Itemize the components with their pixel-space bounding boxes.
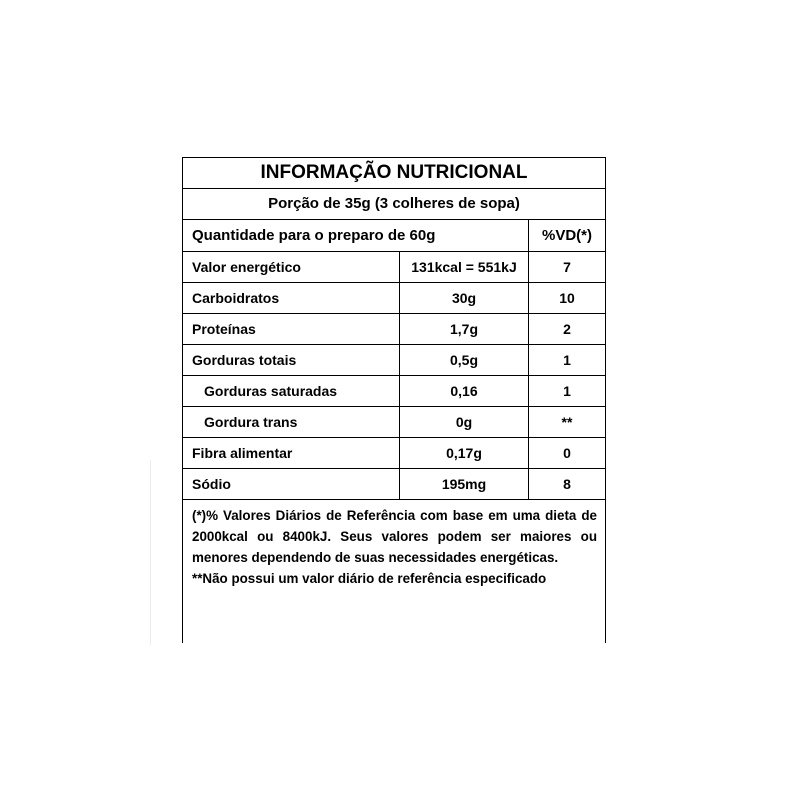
nutrient-amount: 30g xyxy=(400,283,529,313)
footnote xyxy=(183,500,605,589)
nutrient-daily-value: 1 xyxy=(563,383,571,399)
footnote-daily-values: (*)% Valores Diários de Referência com base em uma dieta de 2000kcal ou 8400kJ. Seus valores podem ser maiores ou menores dependendo de suas necessidades energéticas. xyxy=(192,508,597,565)
nutrient-daily-value: 8 xyxy=(563,476,571,492)
nutrient-name: Gordura trans xyxy=(183,407,400,437)
nutrient-name: Proteínas xyxy=(183,314,400,344)
table-header-row xyxy=(183,220,605,252)
nutrient-name: Fibra alimentar xyxy=(183,438,400,468)
nutrient-name: Gorduras saturadas xyxy=(183,376,400,406)
nutrient-daily-value: 2 xyxy=(563,321,571,337)
footnote-no-reference: **Não possui um valor diário de referência especificado xyxy=(192,571,547,586)
nutrition-facts-table xyxy=(182,157,606,643)
nutrient-row-sodium xyxy=(183,469,605,500)
table-title: INFORMAÇÃO NUTRICIONAL xyxy=(183,158,605,189)
nutrient-daily-value: 10 xyxy=(559,290,575,306)
nutrient-row-saturated-fat xyxy=(183,376,605,407)
nutrient-amount: 1,7g xyxy=(400,314,529,344)
nutrient-daily-value: ** xyxy=(561,414,573,430)
nutrient-daily-value: 1 xyxy=(563,352,571,368)
nutrient-name: Gorduras totais xyxy=(183,345,400,375)
nutrient-amount: 0,17g xyxy=(400,438,529,468)
nutrient-name: Carboidratos xyxy=(183,283,400,313)
faint-vertical-line xyxy=(150,460,151,645)
nutrient-amount: 0,5g xyxy=(400,345,529,375)
nutrient-amount: 131kcal = 551kJ xyxy=(400,252,529,282)
nutrient-row-energy xyxy=(183,252,605,283)
nutrient-amount: 0,16 xyxy=(400,376,529,406)
daily-value-header: %VD(*) xyxy=(541,227,592,244)
portion-size: Porção de 35g (3 colheres de sopa) xyxy=(183,189,605,220)
nutrient-row-proteins xyxy=(183,314,605,345)
nutrient-amount: 0g xyxy=(400,407,529,437)
nutrient-row-total-fat xyxy=(183,345,605,376)
nutrient-name: Sódio xyxy=(183,469,400,499)
nutrient-daily-value: 0 xyxy=(563,445,571,461)
nutrient-row-fiber xyxy=(183,438,605,469)
nutrient-name: Valor energético xyxy=(183,252,400,282)
nutrient-row-trans-fat xyxy=(183,407,605,438)
nutrient-daily-value: 7 xyxy=(563,259,571,275)
nutrient-amount: 195mg xyxy=(400,469,529,499)
nutrient-row-carbohydrates xyxy=(183,283,605,314)
quantity-header: Quantidade para o preparo de 60g xyxy=(183,220,529,251)
